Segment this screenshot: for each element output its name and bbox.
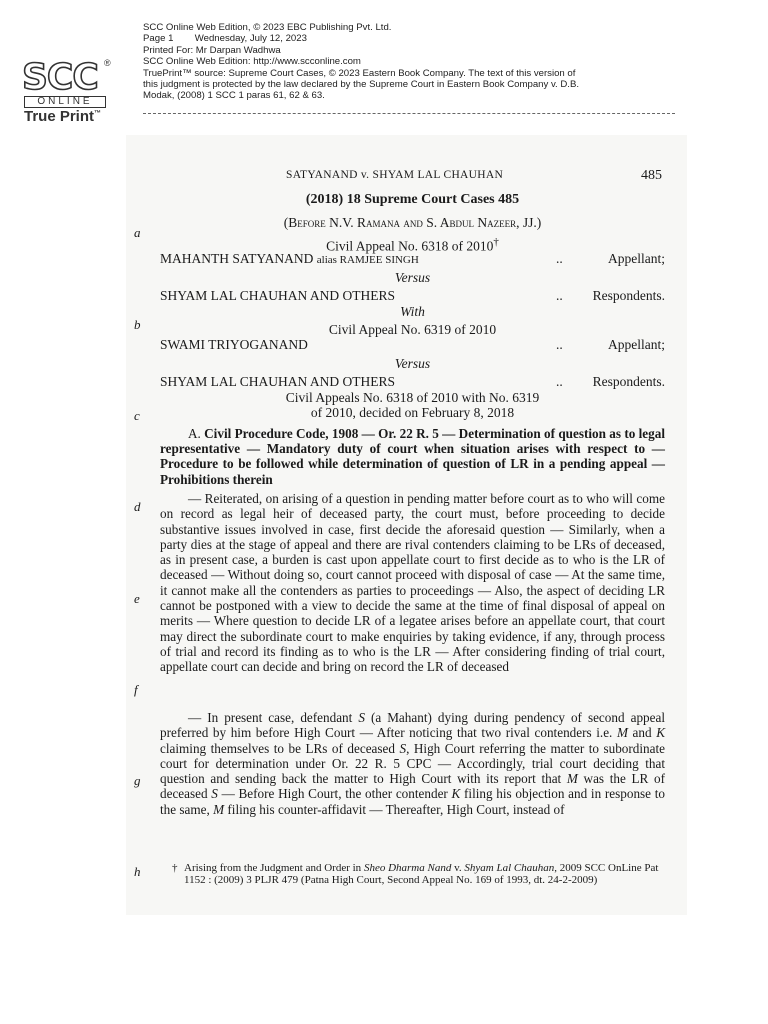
logo-online-box: ONLINE: [24, 96, 106, 108]
margin-letter: g: [134, 773, 141, 788]
headnote-label: A.: [188, 426, 201, 441]
logo-scc-text: SCC: [22, 57, 98, 98]
headnote-paragraph: [160, 491, 665, 675]
meta-line: this judgment is protected by the law declared by the Supreme Court in Eastern Book Company v. D.B.: [143, 79, 580, 91]
appeal-number: Civil Appeal No. 6318 of 2010†: [326, 236, 499, 254]
footnote-mark: †: [172, 862, 178, 874]
appellant-name: SWAMI TRIYOGANAND: [160, 337, 308, 352]
logo-registered-mark: ®: [104, 58, 111, 68]
respondents-label: Respondents.: [592, 374, 665, 389]
respondent-name: SHYAM LAL CHAUHAN AND OTHERS: [160, 288, 396, 303]
decided-line: Civil Appeals No. 6318 of 2010 with No. 6319: [285, 390, 540, 405]
margin-letter: b: [134, 317, 141, 332]
paragraph-text: — In present case, defendant S (a Mahant) dying during pendency of second appeal preferred by him before High Court — After noticing that two rival contenders i.e. M and K claiming themselves to be LRs of deceased S, High Court referring the matter to subordinate court for determination under Or. 22 R. 5 CPC — Accordingly, trial court deciding that question and sending back the matter to High Court with its report that M was the LR of deceased S — Before High Court, the other contender K filing his objection and in response to the same, M filing his counter-affidavit — Thereafter, High Court, instead of: [160, 710, 666, 817]
versus-label: Versus: [394, 356, 431, 371]
leader-dots: ..: [556, 288, 563, 303]
leader-dots: ..: [556, 251, 563, 266]
appeal-number: Civil Appeal No. 6319 of 2010: [328, 322, 497, 337]
page-number: 485: [641, 168, 662, 183]
margin-letter: d: [134, 499, 141, 514]
footnote-text: Arising from the Judgment and Order in Sheo Dharma Nand v. Shyam Lal Chauhan, 2009 SCC OnLine Pat 1152 : (2009) 3 PLJR 479 (Patna High Court, Second Appeal No. 169 of 1993, dt. 24-2-2009): [184, 862, 659, 887]
logo-true-print: True Print™: [24, 108, 102, 125]
respondents-label: Respondents.: [592, 288, 665, 303]
appellant-label: Appellant;: [608, 337, 665, 352]
meta-line: Modak, (2008) 1 SCC 1 paras 61, 62 & 63.: [143, 90, 325, 102]
margin-letter: e: [134, 591, 140, 606]
margin-letter: f: [134, 682, 138, 697]
bench-line: (Before N.V. Ramana and S. Abdul Nazeer, JJ.): [283, 215, 542, 230]
running-head: SATYANAND v. SHYAM LAL CHAUHAN: [286, 169, 504, 181]
appellant-label: Appellant;: [608, 251, 665, 266]
paragraph-text: — Reiterated, on arising of a question in pending matter before court as to who will come on record as legal heir of deceased party, the court must, before proceeding to decide substantive issues involved in case, first decide the aforesaid question — Similarly, when a party dies at the stage of appeal and there are rival contenders claiming to be LRs of deceased, as in present case, a burden is cast upon appellate court to first decide as to who is the LR of deceased — Without doing so, court cannot proceed with disposal of case — At the same time, it cannot make all the contenders as parties to proceedings — Also, the aspect of deciding LR cannot be postponed with a view to decide the same at the time of final disposal of appeal on merits — Where question to decide LR of a legatee arises before an appellate court, that court may direct the subordinate court to make enquiries by taking evidence, if any, through process of trial and record its finding as to who is the LR — After considering finding of trial court, appellate court can decide and bring on record the LR of deceased: [160, 491, 665, 675]
footnote: [160, 862, 665, 887]
headnote-catchwords: Civil Procedure Code, 1908 — Or. 22 R. 5 — Determination of question as to legal representative — Mandatory duty of court when situation arises with respect to — Procedure to be followed while determination of question of LR in a pending appeal — Prohibitions therein: [160, 426, 666, 487]
meta-line: Page 1 Wednesday, July 12, 2023: [143, 33, 307, 45]
headnote: [160, 426, 665, 487]
meta-line: SCC Online Web Edition: http://www.scconline.com: [143, 56, 361, 68]
margin-letter: c: [134, 408, 140, 423]
headnote-paragraph: [160, 710, 665, 817]
leader-dots: ..: [556, 337, 563, 352]
case-citation: (2018) 18 Supreme Court Cases 485: [305, 192, 520, 207]
leader-dots: ..: [556, 374, 563, 389]
respondent-name: SHYAM LAL CHAUHAN AND OTHERS: [160, 374, 396, 389]
meta-line: Printed For: Mr Darpan Wadhwa: [143, 44, 281, 56]
margin-letter: a: [134, 225, 141, 240]
appellant-name: MAHANTH SATYANAND alias RAMJEE SINGH: [160, 251, 419, 266]
meta-line: TruePrint™ source: Supreme Court Cases, © 2023 Eastern Book Company. The text of this version of: [143, 67, 576, 79]
with-label: With: [400, 304, 425, 319]
meta-line: SCC Online Web Edition, © 2023 EBC Publishing Pvt. Ltd.: [143, 22, 392, 33]
versus-label: Versus: [394, 270, 431, 285]
decided-line: of 2010, decided on February 8, 2018: [310, 405, 515, 420]
margin-letter: h: [134, 864, 141, 879]
